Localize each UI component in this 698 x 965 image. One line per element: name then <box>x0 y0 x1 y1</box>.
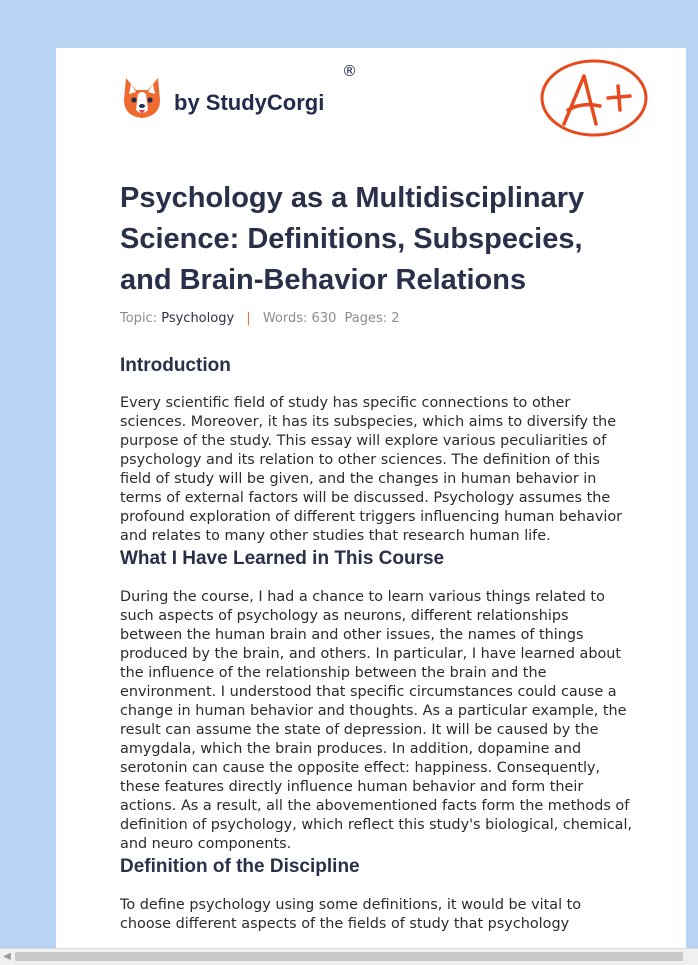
section-introduction <box>120 348 634 546</box>
corgi-icon <box>122 76 162 120</box>
topic-link[interactable]: Psychology <box>161 311 235 326</box>
registered-mark: ® <box>342 62 357 80</box>
meta-separator: | <box>246 311 251 326</box>
words-count: 630 <box>311 311 337 326</box>
scrollbar-thumb[interactable] <box>15 952 683 961</box>
topic-label: Topic: <box>120 311 158 326</box>
document-page <box>56 48 686 950</box>
horizontal-scrollbar[interactable] <box>0 948 698 965</box>
section-paragraph: During the course, I had a chance to learn various things related to such aspects of psychology as neurons, different relationships between the human brain and other issues, the names of things produced by the brain, and others. In particular, I have learned about the influence of the relationship between the brain and the environment. I understood that specific circumstances could cause a change in human behavior and thoughts. As a particular example, the result can assume the state of depression. It will be caused by the amygdala, which the brain produces. In addition, dopamine and serotonin can cause the opposite effect: happiness. Consequently, these features directly influence human behavior and form their actions. As a result, all the abovementioned facts form the methods of definition of psychology, which reflect this study's biological, chemical, and neuro components. <box>120 589 633 852</box>
section-heading: Introduction <box>120 355 231 376</box>
section-definition <box>120 854 634 934</box>
section-paragraph: To define psychology using some definitions, it would be vital to choose different aspects of the fields of study that psychology <box>120 897 582 932</box>
words-label: Words: <box>262 311 308 326</box>
scroll-left-arrow-icon[interactable]: ◀ <box>3 951 11 962</box>
section-learned <box>120 546 634 854</box>
grade-badge <box>538 58 650 146</box>
essay-body <box>120 348 634 934</box>
section-heading: What I Have Learned in This Course <box>120 548 445 569</box>
grade-a-plus-icon <box>538 58 650 142</box>
essay-meta <box>120 311 400 326</box>
studycorgi-logo[interactable] <box>122 76 324 120</box>
brand-name: by StudyCorgi <box>174 90 325 115</box>
pages-label: Pages: <box>344 311 388 326</box>
section-paragraph: Every scientific field of study has specific connections to other sciences. Moreover, it has its subspecies, which aims to diversify the purpose of the study. This essay will explore various peculiarities of psychology and its relation to other sciences. The definition of this field of study will be given, and the changes in human behavior in terms of external factors will be discussed. Psychology assumes the profound exploration of different triggers influencing human behavior and relates to many other studies that research human life. <box>120 395 623 544</box>
essay-title: Psychology as a Multidisciplinary Science: Definitions, Subspecies, and Brain-Behavior Relations <box>120 182 585 296</box>
pages-count: 2 <box>391 311 400 326</box>
section-heading: Definition of the Discipline <box>120 856 360 877</box>
